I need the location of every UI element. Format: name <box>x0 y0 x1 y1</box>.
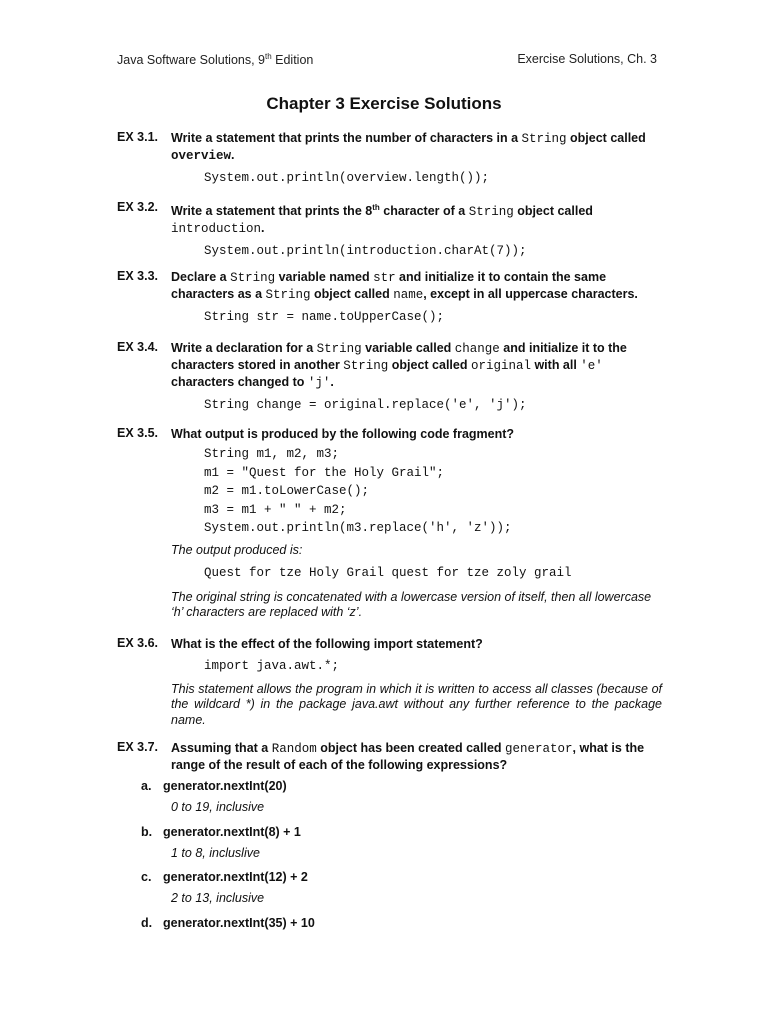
subquestion-label: d. <box>141 916 153 930</box>
exercise-3-5 <box>117 426 662 621</box>
exercise-question: Assuming that a Random object has been created called generator, what is the range of the result of each of the following expressions? <box>171 741 645 772</box>
code-snippet: System.out.println(introduction.charAt(7)); <box>204 244 527 259</box>
exercise-number: EX 3.6. <box>117 636 158 650</box>
subquestion-label: c. <box>141 870 152 884</box>
exercise-3-4 <box>117 340 662 415</box>
code-line: m1 = "Quest for the Holy Grail"; <box>204 465 445 480</box>
running-header-right: Exercise Solutions, Ch. 3 <box>517 52 657 66</box>
exercise-3-1 <box>117 130 662 188</box>
header-book-title: Java Software Solutions, 9 <box>117 53 265 68</box>
exercise-3-6 <box>117 636 662 728</box>
code-snippet: String str = name.toUpperCase(); <box>204 310 445 324</box>
subquestion-b <box>141 825 661 860</box>
code-snippet: String change = original.replace('e', 'j'); <box>204 398 527 412</box>
subquestion-answer: 2 to 13, inclusive <box>171 891 265 905</box>
answer-explanation: The original string is concatenated with a lowercase version of itself, then all lowercase ‘h’ characters are replaced with ‘z’. <box>171 589 652 619</box>
subquestion-c <box>141 870 661 905</box>
code-snippet <box>204 445 662 538</box>
subquestion-expression: generator.nextInt(8) + 1 <box>163 825 301 839</box>
exercise-question: What is the effect of the following import statement? <box>171 637 483 651</box>
subquestion-expression: generator.nextInt(20) <box>163 779 287 793</box>
code-snippet: System.out.println(overview.length()); <box>204 171 490 185</box>
subquestion-label: b. <box>141 825 153 839</box>
header-edition: Edition <box>271 53 314 68</box>
page-title: Chapter 3 Exercise Solutions <box>266 94 502 113</box>
exercise-question: Write a statement that prints the number of characters in a String object called overview. <box>171 131 646 163</box>
exercise-number: EX 3.4. <box>117 340 158 354</box>
subquestion-answer: 1 to 8, incluslive <box>171 846 260 860</box>
code-line: System.out.println(m3.replace('h', 'z')); <box>204 521 512 535</box>
running-header-left <box>117 52 313 67</box>
code-line: m3 = m1 + " " + m2; <box>204 502 347 517</box>
code-line: String m1, m2, m3; <box>204 447 340 461</box>
exercise-number: EX 3.5. <box>117 426 158 440</box>
exercise-number: EX 3.3. <box>117 269 158 283</box>
subquestion-a <box>141 779 661 814</box>
exercise-question: Declare a String variable named str and initialize it to contain the same characters as a String object called name, except in all uppercase characters. <box>171 270 638 302</box>
answer-intro: The output produced is: <box>171 542 303 557</box>
code-snippet: import java.awt.*; <box>204 659 340 673</box>
subquestion-answer: 0 to 19, inclusive <box>171 800 265 814</box>
subquestion-d <box>141 916 661 930</box>
subquestion-expression: generator.nextInt(35) + 10 <box>163 916 315 930</box>
answer-explanation: This statement allows the program in which it is written to access all classes (because of the wildcard *) in the package java.awt without any further reference to the package name. <box>171 681 662 727</box>
exercise-question: What output is produced by the following code fragment? <box>171 427 515 441</box>
subquestion-expression: generator.nextInt(12) + 2 <box>163 870 308 884</box>
exercise-number: EX 3.7. <box>117 740 158 754</box>
subquestion-label: a. <box>141 779 152 793</box>
exercise-3-2 <box>117 200 662 261</box>
exercise-number: EX 3.2. <box>117 200 158 214</box>
code-line: m2 = m1.toLowerCase(); <box>204 484 370 498</box>
exercise-3-3 <box>117 269 662 327</box>
header-edition-sup: th <box>265 52 272 61</box>
exercise-question: Write a statement that prints the 8th character of a String object called introduction. <box>171 203 593 237</box>
exercise-question: Write a declaration for a String variable called change and initialize it to the characters stored in another String object called original with all 'e' characters changed to 'j'. <box>171 341 627 390</box>
exercise-3-7 <box>117 740 662 773</box>
program-output: Quest for tze Holy Grail quest for tze zoly grail <box>204 566 572 580</box>
exercise-number: EX 3.1. <box>117 130 158 144</box>
